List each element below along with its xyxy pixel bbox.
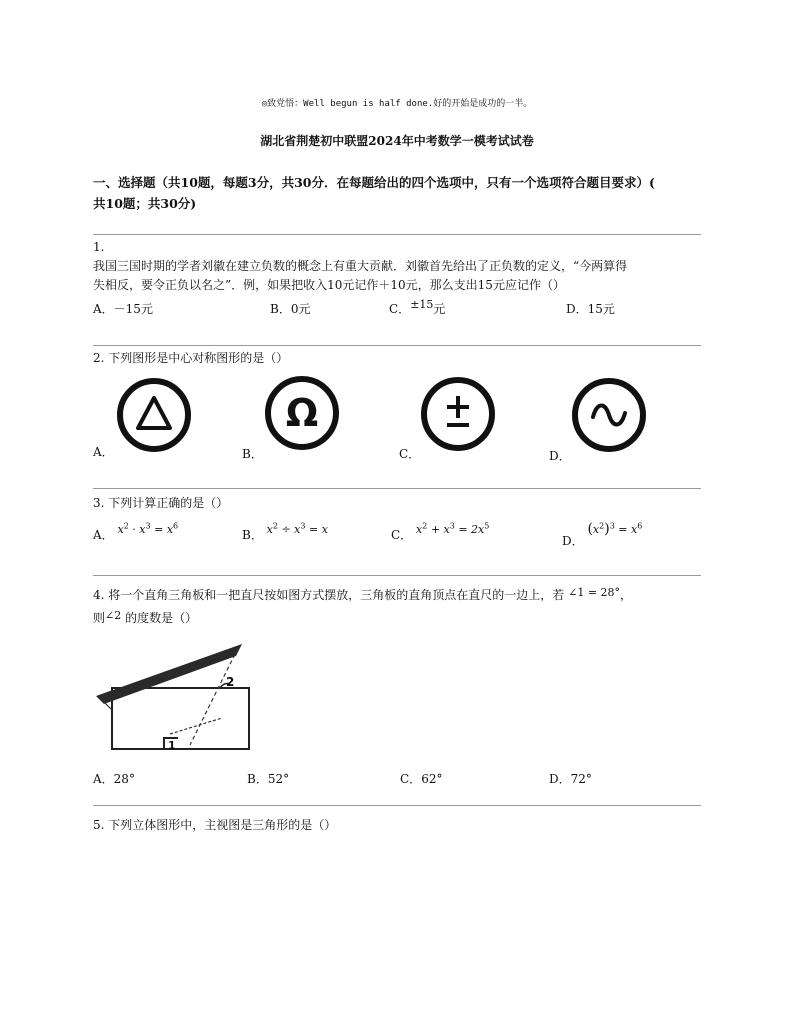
- question-4-text-part3: 则: [93, 611, 106, 625]
- q2-option-c-label: C．: [399, 447, 421, 461]
- q3-option-b[interactable]: [242, 521, 328, 543]
- question-3-text: 3. 下列计算正确的是（）: [93, 496, 229, 510]
- section-heading-line2: 共10题；共30分): [93, 196, 197, 211]
- section-heading-line1: 一、选择题（共10题，每题3分，共30分．在每题给出的四个选项中，只有一个选项符合题目要求）(: [93, 175, 655, 190]
- triangle-ruler-figure: [92, 640, 262, 755]
- question-1: [93, 238, 703, 295]
- q3-option-d[interactable]: [562, 521, 643, 549]
- option-math: ±15: [410, 298, 434, 311]
- question-5-text: 5. 下列立体图形中，主视图是三角形的是（）: [93, 818, 337, 832]
- triangle-icon[interactable]: [117, 378, 191, 452]
- option-text: 52°: [267, 772, 290, 786]
- option-label: A．: [93, 772, 114, 786]
- q3-option-a[interactable]: [93, 521, 179, 543]
- angle1-label: 1: [168, 739, 176, 752]
- divider: [93, 345, 701, 346]
- option-text: 15元: [587, 302, 615, 316]
- angle2-symbol: ∠2: [105, 609, 122, 622]
- divider: [93, 805, 701, 806]
- q1-option-a[interactable]: [93, 300, 153, 317]
- question-1-line2: 失相反，要令正负以名之”．例，如果把收入10元记作＋10元，那么支出15元应记作（）: [93, 278, 565, 292]
- divider: [93, 488, 701, 489]
- exam-title: 湖北省荆楚初中联盟2024年中考数学一模考试试卷: [260, 134, 534, 148]
- option-label: C．: [400, 772, 422, 786]
- question-1-number: 1.: [93, 240, 105, 254]
- wave-icon[interactable]: [572, 378, 646, 452]
- question-4-line2: [93, 607, 703, 630]
- triangle-plate-edge: [96, 644, 242, 704]
- plus-minus-icon[interactable]: [421, 377, 495, 451]
- question-4-text-part2: ，: [620, 588, 633, 602]
- option-unit: 元: [433, 302, 446, 316]
- formula-b: $x^2 \div x^3 = x$: [266, 521, 328, 536]
- question-4: [93, 584, 703, 630]
- option-label: A．: [93, 528, 114, 542]
- q4-option-b[interactable]: [247, 770, 289, 787]
- question-4-line1: [93, 584, 703, 607]
- q1-option-d[interactable]: [566, 300, 615, 317]
- q1-option-b[interactable]: [270, 300, 310, 317]
- angle2-label: 2: [226, 675, 235, 689]
- q2-option-b-label: B．: [242, 447, 263, 461]
- q2-option-d-label: D．: [549, 449, 571, 463]
- question-4-text-part4: 的度数是（）: [125, 611, 198, 625]
- formula-a: $x^2 \cdot x^3 = x^6$: [117, 521, 179, 536]
- q3-option-c[interactable]: [391, 521, 490, 543]
- q1-option-c[interactable]: [389, 300, 445, 317]
- option-text: 28°: [113, 772, 135, 786]
- question-4-text-part1: 4. 将一个直角三角板和一把直尺按如图方式摆放，三角板的直角顶点在直尺的一边上，若: [93, 588, 565, 602]
- option-label: B．: [242, 528, 263, 542]
- section-heading: [93, 172, 703, 214]
- option-label: C．: [391, 528, 413, 542]
- divider: [93, 234, 701, 235]
- divider: [93, 575, 701, 576]
- option-label: C．: [389, 302, 411, 316]
- q4-option-c[interactable]: [400, 770, 442, 787]
- option-label: B．: [247, 772, 268, 786]
- option-label: D．: [549, 772, 571, 786]
- option-label: B．: [270, 302, 291, 316]
- ruler-shape: [112, 688, 249, 749]
- formula-d: $(x^2)^3 = x^6$: [587, 521, 643, 537]
- option-label: D．: [566, 302, 588, 316]
- question-1-line1: 我国三国时期的学者刘徽在建立负数的概念上有重大贡献．刘徽首先给出了正负数的定义，“今两算得: [93, 259, 628, 273]
- q2-option-a-label: A．: [93, 445, 114, 459]
- option-label: A．: [93, 302, 114, 316]
- option-text: －15元: [113, 302, 153, 316]
- option-text: 62°: [421, 772, 443, 786]
- option-text: 0元: [290, 302, 311, 316]
- angle1-formula: ∠1 = 28°: [568, 586, 621, 599]
- omega-icon[interactable]: [265, 376, 339, 450]
- q4-option-a[interactable]: [93, 770, 135, 787]
- formula-c: $x^2 + x^3 = 2x^5$: [416, 521, 490, 536]
- option-label: D．: [562, 534, 584, 548]
- option-text: 72°: [570, 772, 592, 786]
- motto-line: ◎致党悟：Well begun is half done.好的开始是成功的一半。: [261, 99, 533, 109]
- q4-option-d[interactable]: [549, 770, 592, 787]
- svg-text:Ω: Ω: [285, 391, 319, 435]
- question-2-text: 2. 下列图形是中心对称图形的是（）: [93, 351, 289, 365]
